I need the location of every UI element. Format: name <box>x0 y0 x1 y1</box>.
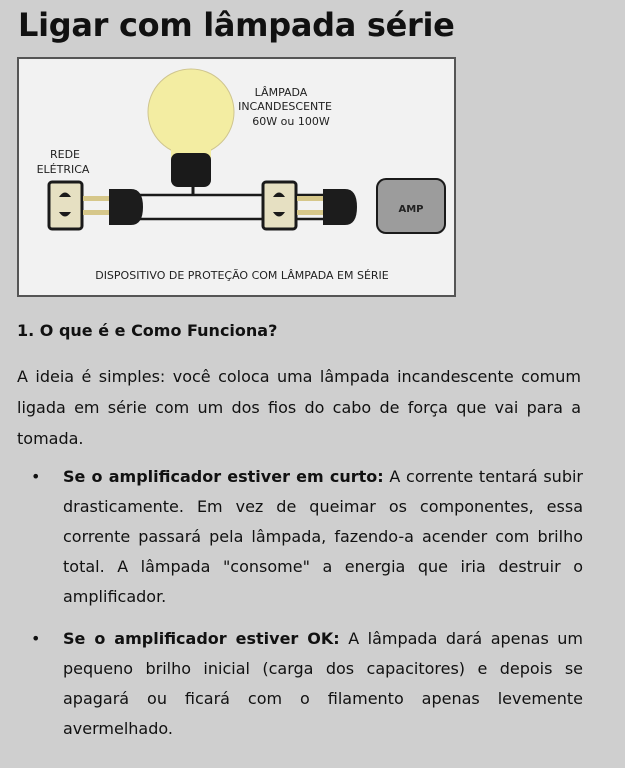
plug-left-icon <box>83 189 143 225</box>
list-item <box>17 624 583 744</box>
bullet-lead: Se o amplificador estiver em curto: <box>63 467 384 486</box>
page-title: Ligar com lâmpada série <box>18 6 455 44</box>
grid-label-line1: REDE <box>49 148 81 161</box>
bullet-text: A corrente tentará subir drasticamente. Em vez de queimar os componentes, essa corrente passará pela lâmpada, fazendo-a acender com brilho total. A lâmpada "consome" a energia que iria destruir o amplificador. <box>63 467 584 606</box>
list-item <box>17 462 583 612</box>
series-lamp-diagram <box>17 57 456 297</box>
diagram-caption: DISPOSITIVO DE PROTEÇÃO COM LÂMPADA EM SÉRIE <box>95 269 389 282</box>
bullet-marker: • <box>31 467 41 486</box>
wall-outlet-icon <box>49 182 82 229</box>
lamp-label-line2: INCANDESCENTE <box>238 100 332 113</box>
diagram-canvas <box>19 59 454 295</box>
bullet-marker: • <box>31 629 41 648</box>
lamp-label-line1: LÂMPADA <box>254 86 308 99</box>
bullet-text: A lâmpada dará apenas um pequeno brilho inicial (carga dos capacitores) e depois se apagará ou ficará com o filamento apenas levemente avermelhado. <box>63 629 583 738</box>
lamp-label-line3: 60W ou 100W <box>252 115 330 128</box>
bullet-lead: Se o amplificador estiver OK: <box>63 629 340 648</box>
series-outlet-icon <box>263 182 296 229</box>
grid-label-line2: ELÉTRICA <box>36 163 90 176</box>
section-heading: 1. O que é e Como Funciona? <box>17 321 278 340</box>
intro-paragraph: A ideia é simples: você coloca uma lâmpada incandescente comum ligada em série com um dos fios do cabo de força que vai para a tomada. <box>17 367 581 448</box>
incandescent-lamp-icon <box>148 69 234 187</box>
bullet-list <box>17 462 583 756</box>
amp-label: AMP <box>398 204 424 215</box>
